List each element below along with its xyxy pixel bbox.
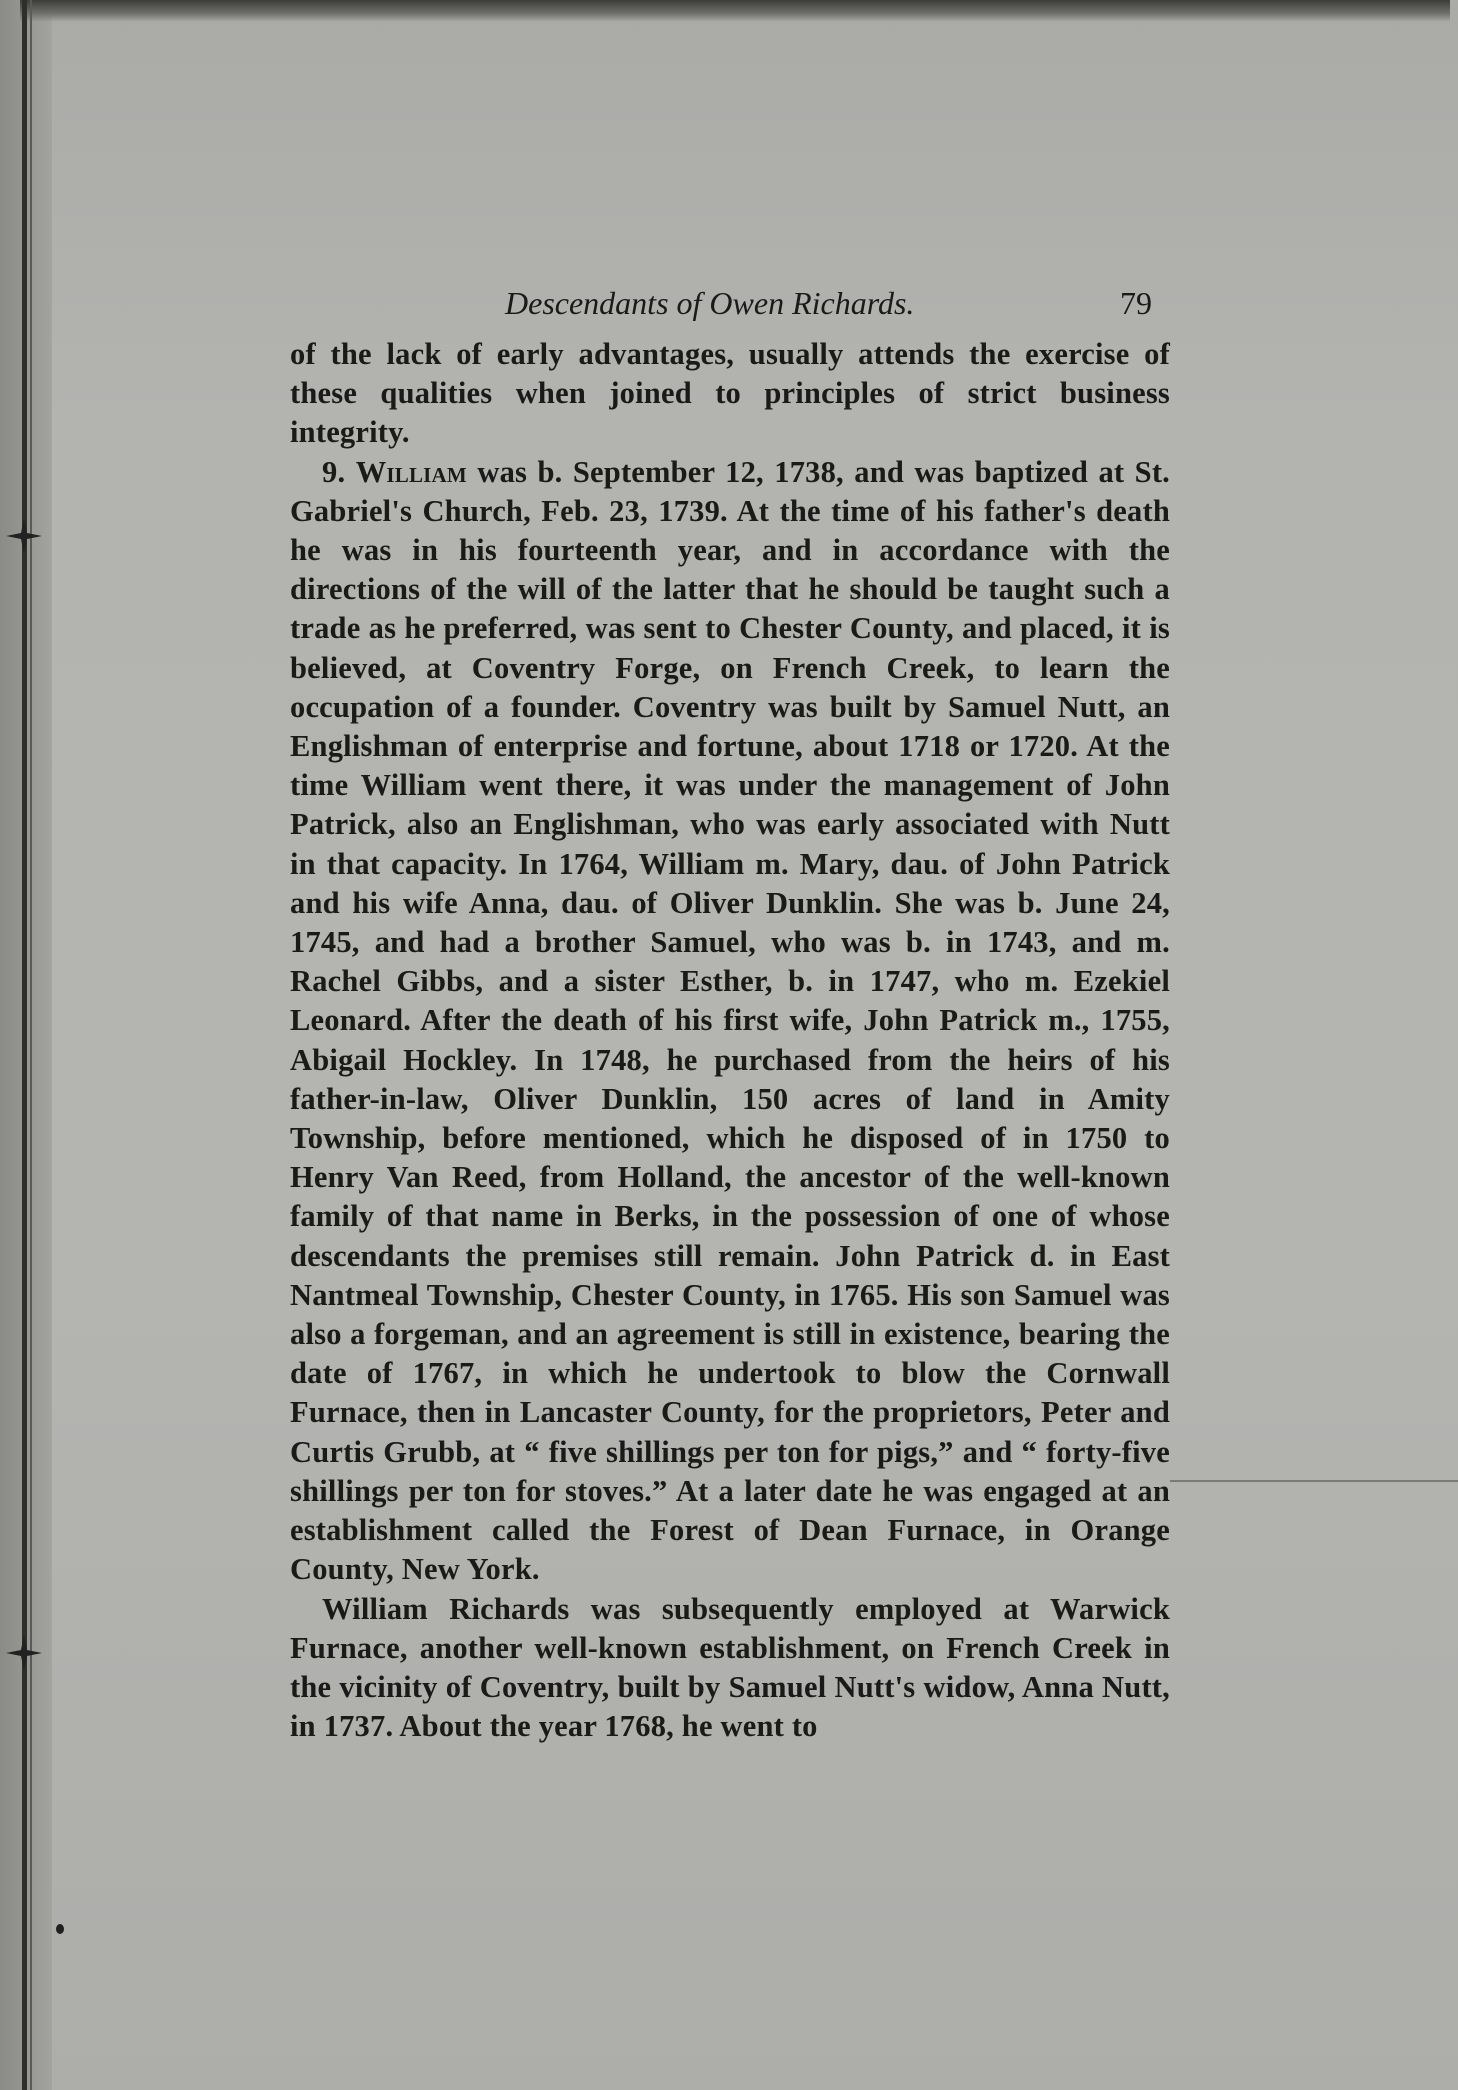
paragraph-continuation: of the lack of early advantages, usually attends the exercise of these qualities when joined to principles of strict business integrity. <box>290 337 1170 450</box>
body-text <box>290 335 1170 1746</box>
running-title: Descendants of Owen Richards. <box>505 285 915 321</box>
entry-number: 9. <box>322 454 346 489</box>
running-head <box>290 285 1170 335</box>
ink-spot <box>56 1924 64 1934</box>
registration-mark-icon <box>6 1635 42 1671</box>
book-page <box>290 285 1170 1746</box>
entry-name: William <box>355 454 467 489</box>
binding-line-inner <box>30 0 32 2090</box>
registration-mark-icon <box>6 518 42 554</box>
right-edge-rule <box>1170 1480 1458 1482</box>
binding-line <box>22 0 27 2090</box>
paragraph-warwick: William Richards was subsequently employed at Warwick Furnace, another well-known establishment, on French Creek in the vicinity of Coventry, built by Samuel Nutt's widow, Anna Nutt, in 1737. About the year 1768, he went to <box>290 1591 1170 1744</box>
entry-text: was b. September 12, 1738, and was baptized at St. Gabriel's Church, Feb. 23, 1739. At the time of his father's death he was in his fourteenth year, and in accordance with the directions of the will of the latter that he should be taught such a trade as he preferred, was sent to Chester County, and placed, it is believed, at Coventry Forge, on French Creek, to learn the occupation of a founder. Coventry was built by Samuel Nutt, an Englishman of enterprise and fortune, about 1718 or 1720. At the time William went there, it was under the management of John Patrick, also an Englishman, who was early associated with Nutt in that capacity. In 1764, William m. Mary, dau. of John Patrick and his wife Anna, dau. of Oliver Dunklin. She was b. June 24, 1745, and had a brother Samuel, who was b. in 1743, and m. Rachel Gibbs, and a sister Esther, b. in 1747, who m. Ezekiel Leonard. After the death of his first wife, John Patrick m., 1755, Abigail Hockley. In 1748, he purchased from the heirs of his father-in-law, Oliver Dunklin, 150 acres of land in Amity Township, before mentioned, which he disposed of in 1750 to Henry Van Reed, from Holland, the ancestor of the well-known family of that name in Berks, in the possession of one of whose descendants the premises still remain. John Patrick d. in East Nantmeal Township, Chester County, in 1765. His son Samuel was also a forgeman, and an agreement is still in existence, bearing the date of 1767, in which he undertook to blow the Cornwall Furnace, then in Lancaster County, for the proprietors, Peter and Curtis Grubb, at “ five shillings per ton for pigs,” and “ forty-five shillings per ton for stoves.” At a later date he was engaged at an establishment called the Forest of Dean Furnace, in Orange County, New York. <box>290 454 1170 1587</box>
top-shadow-edge <box>20 0 1450 22</box>
paragraph-william <box>290 453 1170 1590</box>
page-number: 79 <box>1120 285 1152 321</box>
